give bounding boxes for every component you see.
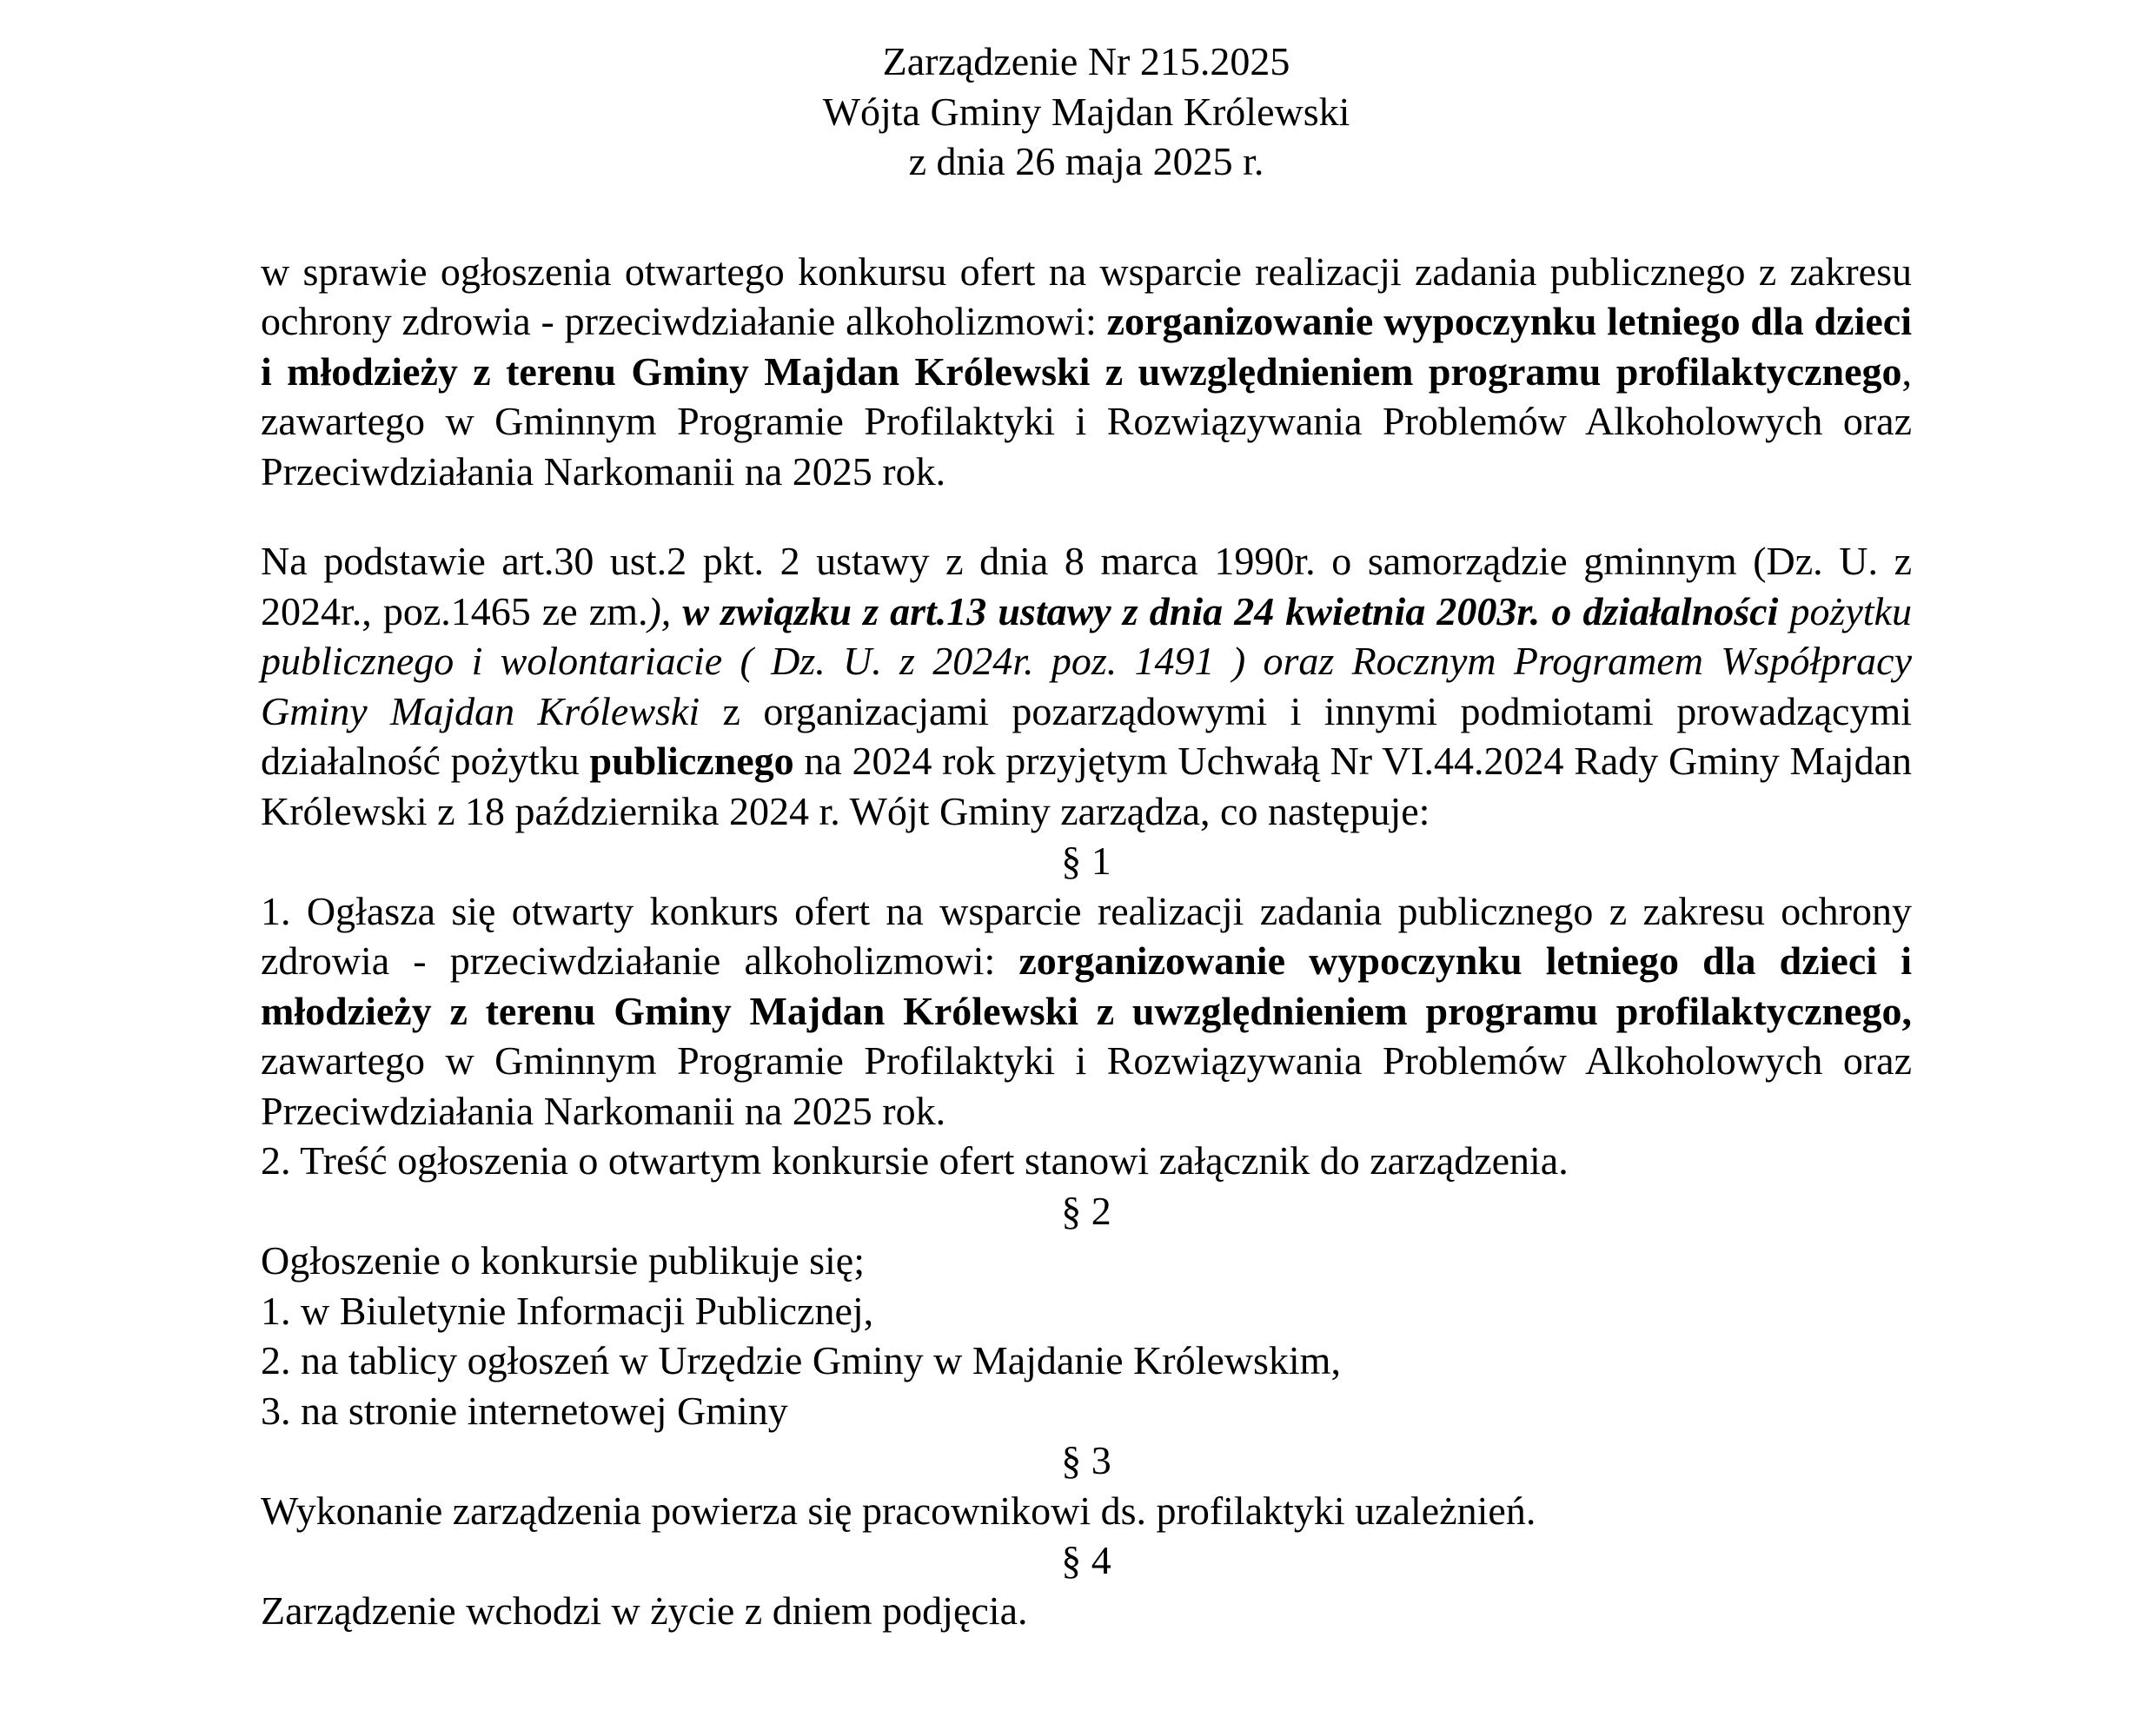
section-4-text: Zarządzenie wchodzi w życie z dniem podjęcia. xyxy=(261,1588,1028,1633)
s1-text-1: 1. Ogłasza się otwarty konkurs ofert na wsparcie realizacji zadania publicznego z zakresu ochrony zdrowia - przeciwdziałanie alkoholizmowi: xyxy=(261,888,1912,983)
document-header xyxy=(261,36,1912,187)
list-item: 1. w Biuletynie Informacji Publicznej, xyxy=(261,1288,874,1333)
subject-text-1: w sprawie ogłoszenia otwartego konkursu ofert na wsparcie realizacji zadania publicznego z zakresu ochrony zdrowia - przeciwdziałanie alkoholizmowi: xyxy=(261,249,1912,343)
basis-text-6: publicznego xyxy=(589,739,794,783)
subject-task-name: zorganizowanie wypoczynku letniego dla dzieci i młodzieży z terenu Gminy Majdan Królewski z uwzględnieniem programu profilaktycznego xyxy=(261,299,1912,394)
section-4-heading: § 4 xyxy=(1061,1538,1111,1582)
section-2-intro: Ogłoszenie o konkursie publikuje się; xyxy=(261,1238,865,1283)
section-2-list xyxy=(261,1286,1912,1436)
basis-text-4: pożytku publicznego i wolontariacie ( Dz. U. z 2024r. poz. 1491 ) oraz Rocznym Programem Współpracy Gminy Majdan Królewski xyxy=(261,588,1912,733)
basis-text-2: ), xyxy=(647,588,683,633)
list-item: 3. na stronie internetowej Gminy xyxy=(261,1388,788,1433)
section-1-heading: § 1 xyxy=(1061,839,1111,883)
section-3-text: Wykonanie zarządzenia powierza się pracownikowi ds. profilaktyki uzależnień. xyxy=(261,1488,1536,1533)
s1-task-name: zorganizowanie wypoczynku letniego dla dzieci i młodzieży z terenu Gminy Majdan Królewski z uwzględnieniem programu profilaktycznego, xyxy=(261,938,1912,1033)
order-date: z dnia 26 maja 2025 r. xyxy=(908,139,1264,183)
basis-text-3: w związku z art.13 ustawy z dnia 24 kwietnia 2003r. o działalności xyxy=(682,588,1779,633)
legal-basis-paragraph xyxy=(261,536,1912,836)
section-1-point-2: 2. Treść ogłoszenia o otwartym konkursie ofert stanowi załącznik do zarządzenia. xyxy=(261,1138,1569,1183)
subject-paragraph xyxy=(261,247,1912,497)
issuer: Wójta Gminy Majdan Królewski xyxy=(822,89,1350,134)
list-item: 2. na tablicy ogłoszeń w Urzędzie Gminy w Majdanie Królewskim, xyxy=(261,1338,1341,1382)
basis-text-7: na 2024 rok przyjętym Uchwałą Nr VI.44.2024 Rady Gminy Majdan Królewski z 18 października 2024 r. Wójt Gminy zarządza, co następuje: xyxy=(261,739,1913,833)
basis-text-5: z organizacjami pozarządowymi i innymi podmiotami prowadzącymi działalność pożytku xyxy=(261,688,1912,783)
subject-text-2: , zawartego w Gminnym Programie Profilaktyki i Rozwiązywania Problemów Alkoholowych oraz Przeciwdziałania Narkomanii na 2025 rok. xyxy=(261,348,1912,494)
section-2-heading: § 2 xyxy=(1061,1188,1111,1233)
order-number: Zarządzenie Nr 215.2025 xyxy=(882,39,1290,83)
s1-text-2: zawartego w Gminnym Programie Profilaktyki i Rozwiązywania Problemów Alkoholowych oraz Przeciwdziałania Narkomanii na 2025 rok. xyxy=(261,1038,1912,1133)
section-3-heading: § 3 xyxy=(1061,1438,1111,1482)
basis-text-1: Na podstawie art.30 ust.2 pkt. 2 ustawy z dnia 8 marca 1990r. o samorządzie gminnym (Dz. U. z 2024r., poz.1465 ze zm. xyxy=(261,539,1912,633)
section-1-point-1 xyxy=(261,886,1912,1137)
document-page xyxy=(261,36,1912,1635)
